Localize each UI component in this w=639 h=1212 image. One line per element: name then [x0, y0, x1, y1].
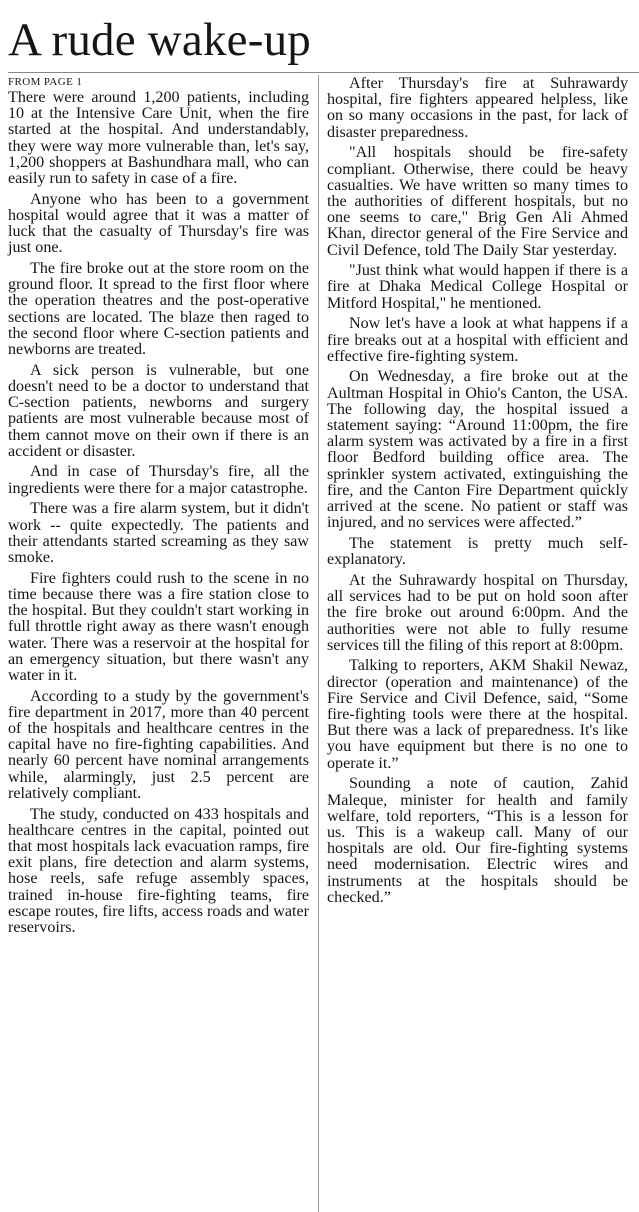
- right-column: [327, 76, 628, 906]
- paragraph: There was a fire alarm system, but it didn't work -- quite expectedly. The patients and their attendants started screaming as they saw smoke.: [8, 500, 309, 566]
- paragraph: A sick person is vulnerable, but one doesn't need to be a doctor to understand that C-section patients, newborns and surgery patients are most vulnerable because most of them cannot move on their own if there is an accident or disaster.: [8, 361, 309, 460]
- paragraph: On Wednesday, a fire broke out at the Aultman Hospital in Ohio's Canton, the USA. The following day, the hospital issued a statement saying: “Around 11:00pm, the fire alarm system was activated by a fire in a first floor Bedford building office area. The sprinkler system activated, extinguishing the fire, and the Canton Fire Department quickly arrived at the scene. No patient or staff was injured, and no services were affected.”: [327, 368, 628, 532]
- paragraph: Fire fighters could rush to the scene in no time because there was a fire station close to the hospital. But they couldn't start working in full throttle right away as there wasn't enough water. There was a reservoir at the hospital for an emergency situation, but there wasn't any water in it.: [8, 569, 309, 684]
- paragraph: Anyone who has been to a government hospital would agree that it was a matter of luck that the casualty of Thursday's fire was just one.: [8, 190, 309, 257]
- paragraph: Talking to reporters, AKM Shakil Newaz, director (operation and maintenance) of the Fire Service and Civil Defence, said, “Some fire-fighting tools were there at the hospital. But there was a lack of preparedness. It's like you have equipment but there is no one to operate it.”: [327, 657, 628, 772]
- paragraph: Now let's have a look at what happens if a fire breaks out at a hospital with efficient and effective fire-fighting system.: [327, 315, 628, 365]
- paragraph: And in case of Thursday's fire, all the ingredients were there for a major catastrophe.: [8, 463, 309, 497]
- paragraph: There were around 1,200 patients, including 10 at the Intensive Care Unit, when the fire started at the hospital. And understandably, they were way more vulnerable than, let's say, 1,200 shoppers at Bashundhara mall, who can easily run to safety in case of a fire.: [8, 89, 309, 188]
- paragraph: The statement is pretty much self-explanatory.: [327, 534, 628, 569]
- paragraph: At the Suhrawardy hospital on Thursday, all services had to be put on hold soon after the fire broke out around 6:00pm. And the authorities were not able to fully resume services till the filing of this report at 8:00pm.: [327, 571, 628, 654]
- headline: A rude wake-up: [8, 14, 311, 66]
- paragraph: Sounding a note of caution, Zahid Maleque, minister for health and family welfare, told reporters, “This is a lesson for us. This is a wakeup call. Many of our hospitals are old. Our fire-fighting systems need modernisation. Electric wires and instruments at the hospitals should be checked.”: [327, 775, 628, 906]
- paragraph: The study, conducted on 433 hospitals and healthcare centres in the capital, pointed out that most hospitals lack evacuation ramps, fire exit plans, fire detection and alarm systems, hose reels, safe refuge assembly spaces, trained in-house fire-fighting teams, fire escape routes, fire lifts, access roads and water reservoirs.: [8, 805, 309, 936]
- left-column: [8, 75, 309, 936]
- paragraph: "Just think what would happen if there is a fire at Dhaka Medical College Hospital or Mitford Hospital," he mentioned.: [327, 262, 628, 312]
- continuation-kicker: FROM PAGE 1: [8, 76, 83, 88]
- paragraph: According to a study by the government's fire department in 2017, more than 40 percent of the hospitals and healthcare centres in the capital have no fire-fighting capabilities. And nearly 60 percent have nominal arrangements while, alarmingly, just 2.5 percent are relatively compliant.: [8, 687, 309, 802]
- headline-rule: [8, 72, 639, 73]
- column-divider: [318, 75, 319, 1212]
- paragraph: The fire broke out at the store room on the ground floor. It spread to the first floor where the operation theatres and the post-operative sections are located. The blaze then raged to the second floor where C-section patients and newborns are treated.: [8, 260, 309, 359]
- paragraph: After Thursday's fire at Suhrawardy hospital, fire fighters appeared helpless, like on so many occasions in the past, for lack of disaster preparedness.: [327, 75, 628, 141]
- paragraph: "All hospitals should be fire-safety compliant. Otherwise, there could be heavy casualties. We have written so many times to the authorities of different hospitals, but no one seems to care," Brig Gen Ali Ahmed Khan, director general of the Fire Service and Civil Defence, told The Daily Star yesterday.: [327, 144, 628, 259]
